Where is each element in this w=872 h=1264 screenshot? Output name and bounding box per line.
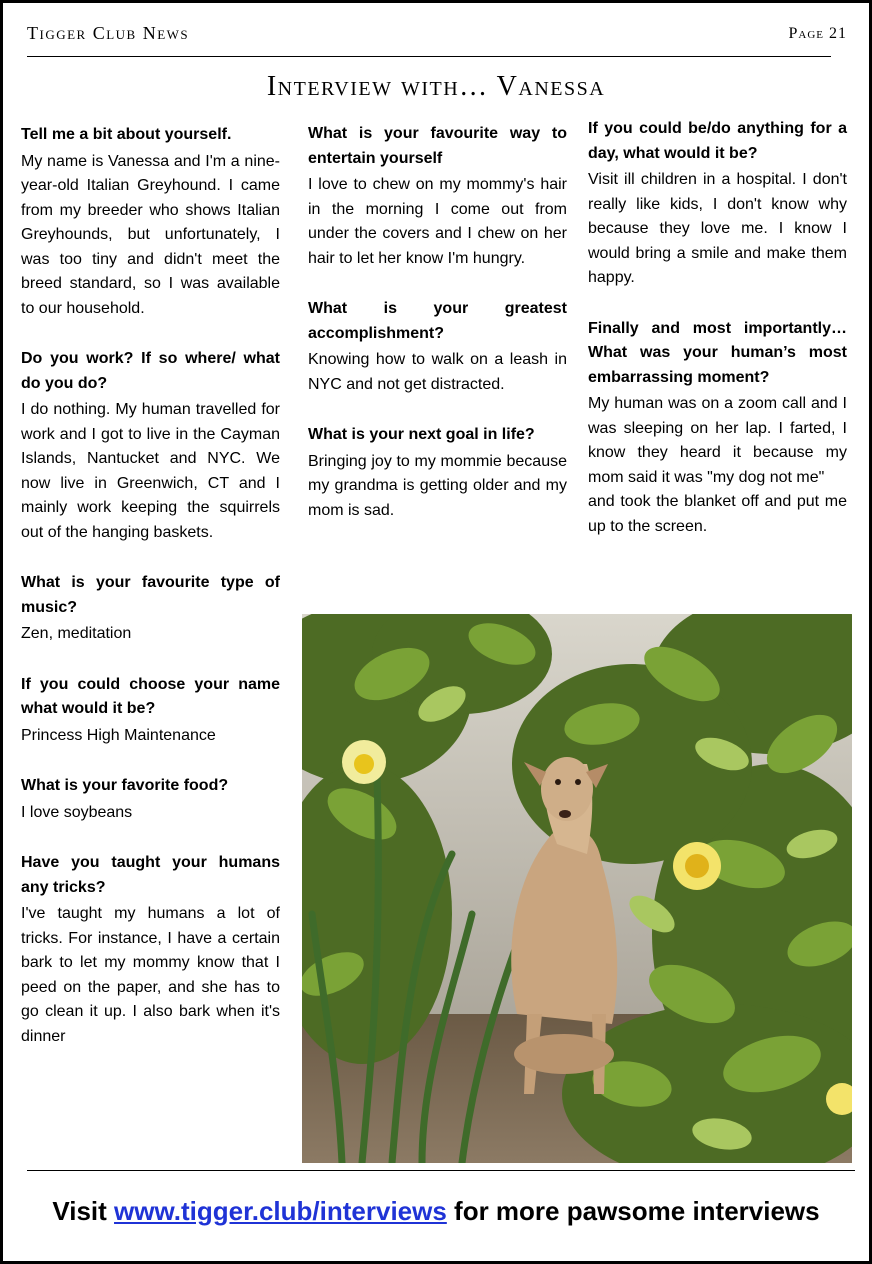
footer-divider (27, 1170, 855, 1171)
qa-block (21, 774, 280, 825)
publication-name: Tigger Club News (27, 23, 190, 43)
footer-banner (3, 1196, 869, 1227)
answer: I love to chew on my mommy's hair in the morning I come out from under the covers and I chew on her hair to let her know I'm hungry. (308, 176, 567, 267)
question: What is your favourite type of music? (21, 574, 280, 616)
qa-block (21, 673, 280, 749)
qa-block (308, 122, 567, 271)
answer: Zen, meditation (21, 625, 132, 642)
column-2 (308, 122, 567, 549)
qa-block (21, 347, 280, 545)
interviews-link[interactable]: www.tigger.club/interviews (114, 1196, 447, 1226)
header-divider (27, 56, 831, 57)
qa-block (21, 123, 280, 321)
column-3 (588, 117, 847, 565)
question: What is your greatest accomplishment? (308, 300, 567, 342)
answer: Princess High Maintenance (21, 726, 216, 744)
qa-block (588, 317, 847, 540)
qa-block (308, 423, 567, 523)
question: If you could choose your name what would it be? (21, 675, 280, 717)
column-1 (21, 123, 280, 1075)
question: Finally and most importantly… What was your human’s most embarrassing moment? (588, 319, 847, 386)
footer-suffix: for more pawsome interviews (446, 1196, 820, 1226)
footer-prefix: Visit (52, 1196, 115, 1226)
answer: I've taught my humans a lot of tricks. For instance, I have a certain bark to let my mommy know that I peed on the paper, and she has to go clean it up. I also bark when it's dinner (21, 905, 280, 1045)
qa-block (21, 851, 280, 1049)
question: Have you taught your humans any tricks? (21, 854, 280, 896)
answer: My human was on a zoom call and I was sleeping on her lap. I farted, I know they heard it because my mom said it was "my dog not me" and took the blanket off and put me up to the screen. (588, 395, 847, 535)
qa-block (21, 571, 280, 647)
question: What is your next goal in life? (308, 426, 535, 443)
question: Do you work? If so where/ what do you do? (21, 350, 280, 392)
answer: My name is Vanessa and I'm a nine-year-old Italian Greyhound. I came from my breeder who shows Italian Greyhounds, but unfortunately, I was too tiny and didn't meet the breed standard, so I was available to our household. (21, 152, 280, 317)
answer: Knowing how to walk on a leash in NYC and not get distracted. (308, 351, 567, 393)
answer: I love soybeans (21, 803, 133, 821)
page-number: Page 21 (788, 25, 847, 42)
article-title: Interview with… Vanessa (266, 71, 606, 102)
answer: I do nothing. My human travelled for work and I got to live in the Cayman Islands, Nantucket and NYC. We now live in Greenwich, CT and I mainly work keeping the squirrels out of the hanging baskets. (21, 401, 280, 541)
dog-photo (302, 614, 852, 1163)
qa-block (588, 117, 847, 291)
question: What is your favorite food? (21, 777, 229, 794)
question: What is your favourite way to entertain yourself (308, 125, 567, 167)
question: If you could be/do anything for a day, what would it be? (588, 120, 847, 162)
question: Tell me a bit about yourself. (21, 126, 232, 143)
answer: Visit ill children in a hospital. I don't really like kids, I don't know why because they love me. I know I would bring a smile and make them happy. (588, 171, 847, 286)
answer: Bringing joy to my mommie because my grandma is getting older and my mom is sad. (308, 452, 567, 519)
qa-block (308, 297, 567, 397)
